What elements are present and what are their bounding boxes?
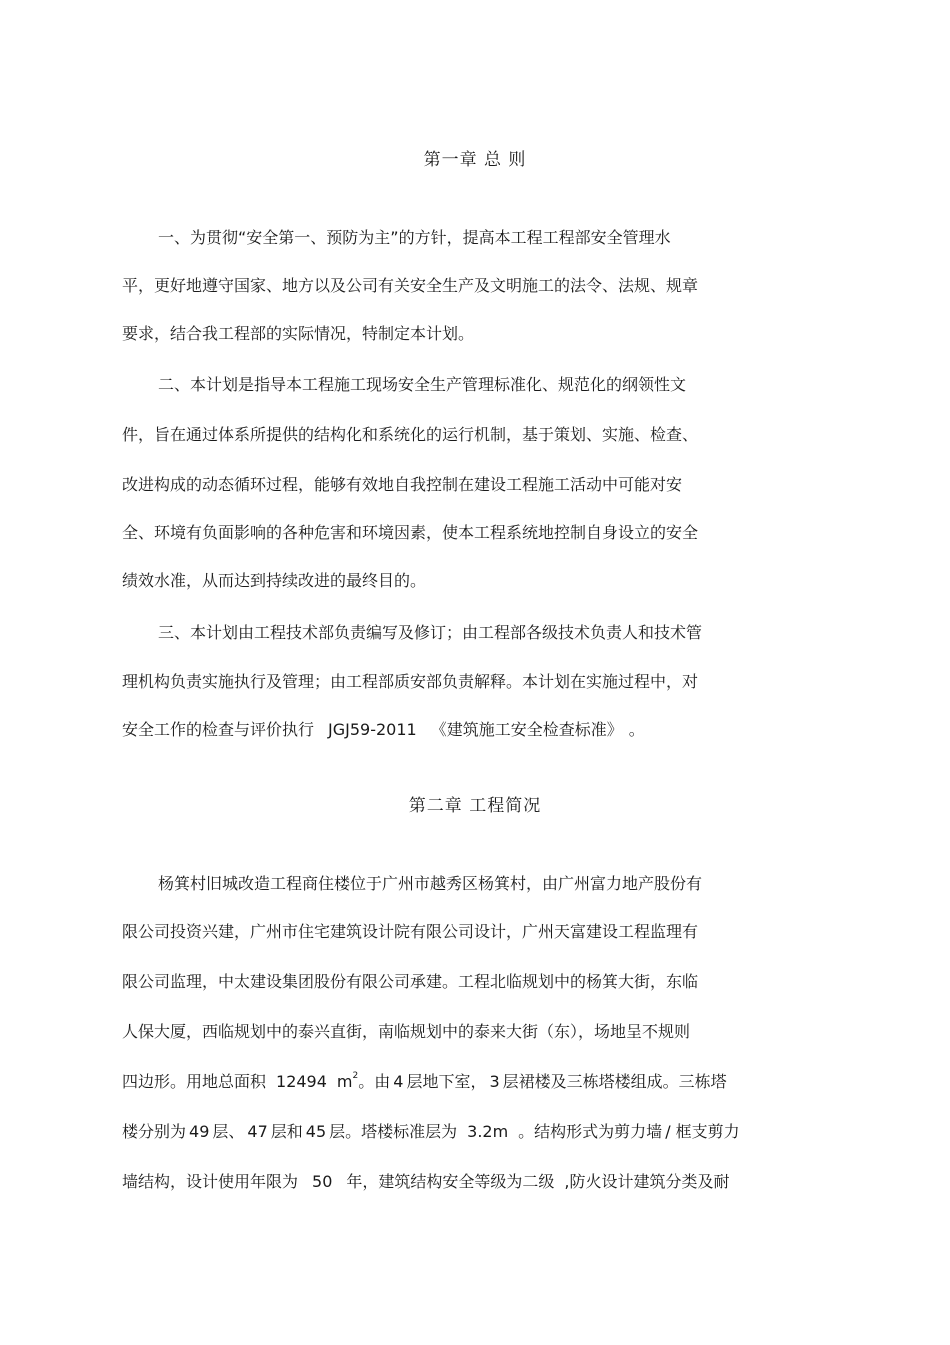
para3-line-1: 三、本计划由工程技术部负责编写及修订；由工程部各级技术负责人和技术管 xyxy=(158,623,703,642)
para3-line-3 xyxy=(122,718,842,742)
line6-text-f: / 框支剪力 xyxy=(665,1122,740,1141)
standard-book-title: 《建筑施工安全检查标准》 xyxy=(430,720,615,739)
unit-m: m xyxy=(336,1072,353,1091)
para1-line-1: 一、为贯彻“安全第一、预防为主”的方针，提高本工程工程部安全管理水 xyxy=(158,228,671,247)
line6-text-a: 楼分别为 xyxy=(122,1122,187,1141)
tower-1-floors: 49 xyxy=(189,1122,210,1141)
overview-line-6 xyxy=(122,1120,842,1144)
overview-line-3: 限公司监理，中太建设集团股份有限公司承建。工程北临规划中的杨箕大街，东临 xyxy=(122,972,699,991)
site-area-value: 12494 xyxy=(276,1072,327,1091)
para2-line-4: 全、环境有负面影响的各种危害和环境因素，使本工程系统地控制自身设立的安全 xyxy=(122,523,699,542)
para1-line-2: 平，更好地遵守国家、地方以及公司有关安全生产及文明施工的法令、法规、规章 xyxy=(122,276,699,295)
overview-line-4: 人保大厦，西临规划中的泰兴直街，南临规划中的泰来大街（东），场地呈不规则 xyxy=(122,1022,691,1041)
unit-superscript: 2 xyxy=(352,1071,359,1081)
chapter-1-title: 第一章 总 则 xyxy=(423,150,527,170)
overview-line-1: 杨箕村旧城改造工程商住楼位于广州市越秀区杨箕村，由广州富力地产股份有 xyxy=(158,874,703,893)
tower-2-floors: 47 xyxy=(247,1122,268,1141)
line7-text-a: 墙结构，设计使用年限为 xyxy=(122,1172,299,1191)
line6-text-c: 层和 xyxy=(270,1122,303,1141)
line7-text-b: 年，建筑结构安全等级为二级 xyxy=(346,1172,555,1191)
design-life-years: 50 xyxy=(312,1172,333,1191)
line5-text-a: 四边形。用地总面积 xyxy=(122,1072,267,1091)
tower-3-floors: 45 xyxy=(305,1122,327,1141)
para1-line-3: 要求，结合我工程部的实际情况，特制定本计划。 xyxy=(122,324,475,343)
line5-text-d: 层裙楼及三栋塔楼组成。三栋塔 xyxy=(502,1072,727,1091)
overview-line-5 xyxy=(122,1070,842,1094)
para3-line-3-text: 安全工作的检查与评价执行 xyxy=(122,720,315,739)
overview-line-2: 限公司投资兴建，广州市住宅建筑设计院有限公司设计，广州天富建设工程监理有 xyxy=(122,922,699,941)
line5-text-c: 层地下室， xyxy=(406,1072,487,1091)
standard-code: JGJ59-2011 xyxy=(328,720,417,739)
line6-text-d: 层。塔楼标准层为 xyxy=(329,1122,458,1141)
chapter-2-title: 第二章 工程简况 xyxy=(408,796,542,816)
overview-line-7 xyxy=(122,1170,842,1194)
line6-text-b: 层、 xyxy=(212,1122,245,1141)
floor-height: 3.2m xyxy=(467,1122,509,1141)
line7-text-c: ,防火设计建筑分类及耐 xyxy=(564,1172,730,1191)
para2-line-2: 件，旨在通过体系所提供的结构化和系统化的运行机制，基于策划、实施、检查、 xyxy=(122,425,699,444)
para3-line-2: 理机构负责实施执行及管理；由工程部质安部负责解释。本计划在实施过程中，对 xyxy=(122,672,699,691)
para3-end-mark: 。 xyxy=(628,720,645,739)
para2-line-3: 改进构成的动态循环过程，能够有效地自我控制在建设工程施工活动中可能对安 xyxy=(122,475,683,494)
site-area-unit xyxy=(337,1072,358,1091)
podium-floors: 3 xyxy=(489,1072,500,1091)
line6-text-e: 。结构形式为剪力墙 xyxy=(518,1122,663,1141)
para2-line-5: 绩效水准，从而达到持续改进的最终目的。 xyxy=(122,571,427,590)
basement-floors: 4 xyxy=(393,1072,404,1091)
line5-text-b: 。由 xyxy=(358,1072,391,1091)
para2-line-1: 二、本计划是指导本工程施工现场安全生产管理标准化、规范化的纲领性文 xyxy=(158,375,687,394)
